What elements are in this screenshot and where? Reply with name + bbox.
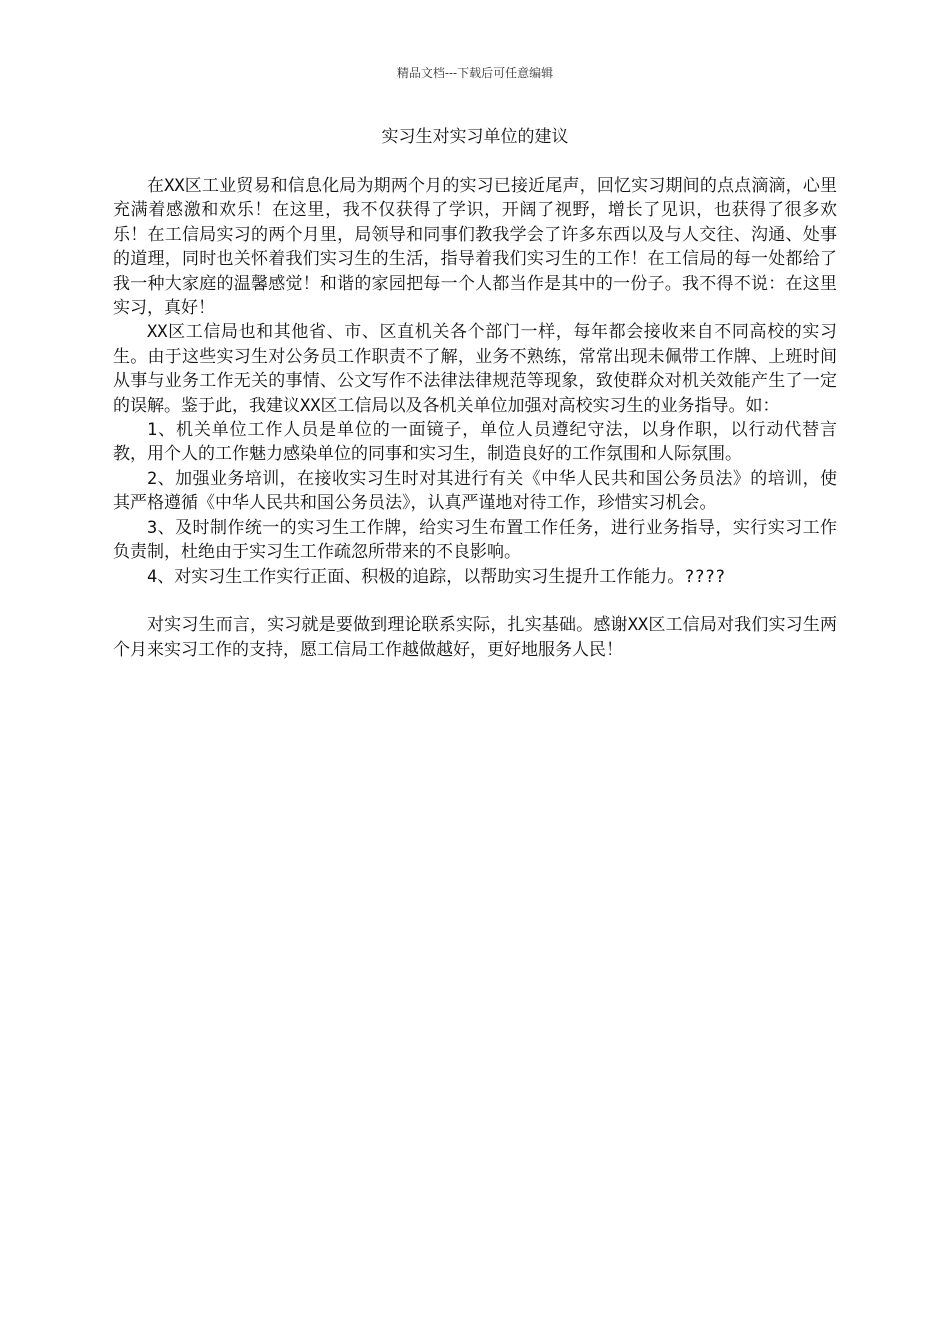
paragraph-background: XX区工信局也和其他省、市、区直机关各个部门一样，每年都会接收来自不同高校的实习生。由于这些实习生对公务员工作职责不了解，业务不熟练，常常出现未佩带工作牌、上班时间从事与业务工作无关的事情、公文写作不法律法律规范等现象，致使群众对机关效能产生了一定的误解。鉴于此，我建议XX区工信局以及各机关单位加强对高校实习生的业务指导。如：	[113, 322, 837, 416]
paragraph-conclusion: 对实习生而言，实习就是要做到理论联系实际，扎实基础。感谢XX区工信局对我们实习生两个月来实习工作的支持，愿工信局工作越做越好，更好地服务人民！	[113, 615, 837, 660]
document-body	[113, 174, 837, 662]
page-header: 精品文档---下载后可任意编辑	[396, 66, 554, 80]
suggestion-item-1: 1、机关单位工作人员是单位的一面镜子，单位人员遵纪守法，以身作职，以行动代替言教，用个人的工作魅力感染单位的同事和实习生，制造良好的工作氛围和人际氛围。	[113, 420, 837, 465]
paragraph-spacer	[113, 589, 837, 613]
suggestion-item-3: 3、及时制作统一的实习生工作牌，给实习生布置工作任务，进行业务指导，实行实习工作负责制，杜绝由于实习生工作疏忽所带来的不良影响。	[113, 517, 837, 563]
paragraph-intro: 在XX区工业贸易和信息化局为期两个月的实习已接近尾声，回忆实习期间的点点滴滴，心里充满着感激和欢乐！在这里，我不仅获得了学识，开阔了视野，增长了见识，也获得了很多欢乐！在工信局实习的两个月里，局领导和同事们教我学会了许多东西以及与人交往、沟通、处事的道理，同时也关怀着我们实习生的生活，指导着我们实习生的工作！在工信局的每一处都给了我一种大家庭的温馨感觉！和谐的家园把每一个人都当作是其中的一份子。我不得不说：在这里实习，真好！	[113, 176, 837, 319]
suggestion-item-4: 4、对实习生工作实行正面、积极的追踪，以帮助实习生提升工作能力。????	[147, 566, 726, 587]
document-title: 实习生对实习单位的建议	[381, 127, 569, 147]
suggestion-item-2: 2、加强业务培训，在接收实习生时对其进行有关《中华人民共和国公务员法》的培训，使其严格遵循《中华人民共和国公务员法》，认真严谨地对待工作，珍惜实习机会。	[113, 468, 837, 514]
